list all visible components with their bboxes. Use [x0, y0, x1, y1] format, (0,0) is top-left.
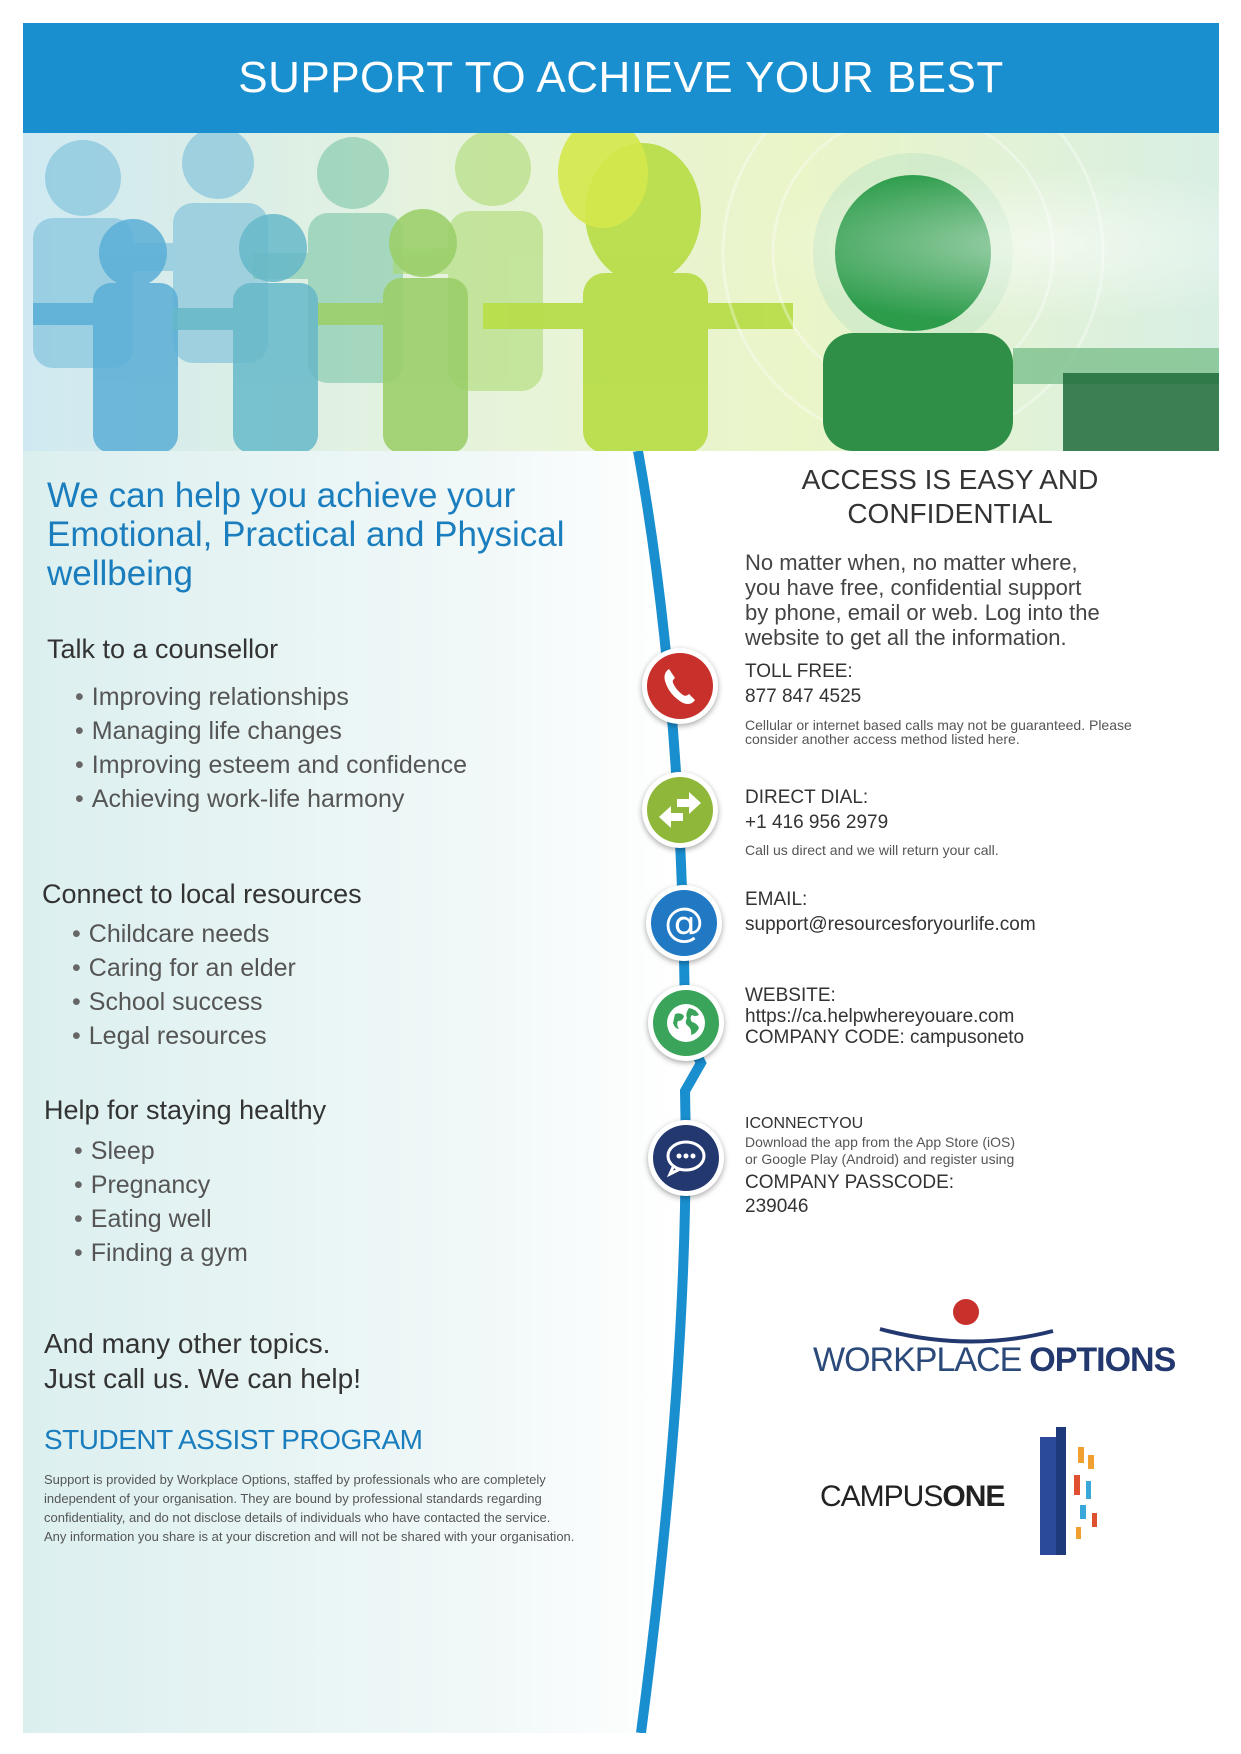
intro-line: you have free, confidential support [745, 575, 1082, 600]
header-banner [23, 23, 1219, 133]
app-description-line: Download the app from the App Store (iOS) [745, 1134, 1016, 1150]
section-title-local-resources: Connect to local resources [42, 879, 362, 909]
access-title-line: CONFIDENTIAL [847, 498, 1053, 529]
campusone-building-mark [1040, 1425, 1110, 1560]
email-icon-ring[interactable] [646, 885, 722, 961]
arrows-icon [647, 777, 713, 843]
direct-dial-note: Call us direct and we will return your call. [745, 842, 999, 858]
campusone-wordmark [820, 1480, 1004, 1514]
direct-dial-icon-ring[interactable] [642, 772, 718, 848]
website-label: WEBSITE: [745, 985, 836, 1006]
app-description-line: or Google Play (Android) and register using [745, 1151, 1015, 1167]
headline [47, 476, 647, 593]
counsellor-list [75, 680, 467, 816]
intro-text [745, 550, 1135, 650]
phone-icon [647, 653, 713, 719]
list-item: • Achieving work-life harmony [75, 782, 467, 816]
svg-text:@: @ [664, 900, 704, 946]
list-item: • Improving relationships [75, 680, 467, 714]
app-name: ICONNECTYOU [745, 1115, 864, 1132]
toll-free-number[interactable]: 877 847 4525 [745, 686, 862, 707]
access-title [760, 463, 1140, 531]
list-item: • Childcare needs [72, 917, 296, 951]
section-title-healthy: Help for staying healthy [44, 1095, 327, 1125]
globe-icon [653, 990, 719, 1056]
email-address[interactable]: support@resourcesforyourlife.com [745, 914, 1036, 935]
campusone-logo [820, 1425, 1120, 1565]
logo-word-options: OPTIONS [1029, 1341, 1176, 1379]
hero-image [23, 133, 1219, 451]
list-item: • School success [72, 985, 296, 1019]
at-icon [651, 890, 717, 956]
company-code: COMPANY CODE: campusoneto [745, 1027, 1025, 1048]
list-item: • Finding a gym [74, 1236, 248, 1270]
list-item: • Managing life changes [75, 714, 467, 748]
list-item: • Sleep [74, 1134, 248, 1168]
list-item: • Eating well [74, 1202, 248, 1236]
direct-dial-label: DIRECT DIAL: [745, 787, 869, 808]
app-description [745, 1134, 1015, 1168]
section-title-counsellor: Talk to a counsellor [47, 634, 279, 664]
disclaimer-line: independent of your organisation. They are bound by professional standards regarding [44, 1491, 542, 1506]
access-title-line: ACCESS IS EASY AND [801, 464, 1099, 495]
closing-line: And many other topics. [44, 1328, 331, 1359]
logo-word-campus: CAMPUS [820, 1480, 943, 1513]
healthy-list [74, 1134, 248, 1270]
intro-line: No matter when, no matter where, [745, 550, 1078, 575]
passcode-label: COMPANY PASSCODE: [745, 1172, 955, 1193]
email-label: EMAIL: [745, 889, 808, 910]
logo-word-workplace: WORKPLACE [813, 1341, 1022, 1379]
closing-text [44, 1326, 361, 1396]
program-title: STUDENT ASSIST PROGRAM [44, 1424, 423, 1455]
list-item: • Legal resources [72, 1019, 296, 1053]
logo-word-one: ONE [942, 1480, 1005, 1513]
toll-free-icon-ring[interactable] [642, 648, 718, 724]
workplace-options-logo [808, 1295, 1176, 1385]
website-url[interactable]: https://ca.helpwhereyouare.com [745, 1006, 1015, 1027]
chat-icon [653, 1125, 719, 1191]
toll-free-note-line: consider another access method listed here. [745, 731, 1020, 747]
direct-dial-number[interactable]: +1 416 956 2979 [745, 812, 889, 833]
app-icon-ring[interactable] [648, 1120, 724, 1196]
logo-swoosh [808, 1295, 1128, 1345]
paper-people-illustration [23, 133, 1219, 451]
logo-wordmark [813, 1341, 1175, 1380]
disclaimer-line: Support is provided by Workplace Options, staffed by professionals who are completely [44, 1472, 546, 1487]
intro-line: website to get all the information. [745, 625, 1067, 650]
list-item: • Improving esteem and confidence [75, 748, 467, 782]
list-item: • Pregnancy [74, 1168, 248, 1202]
disclaimer [44, 1470, 664, 1546]
toll-free-note-line: Cellular or internet based calls may not be guaranteed. Please [745, 717, 1132, 733]
disclaimer-line: confidentiality, and do not disclose details of individuals who have contacted the service. [44, 1510, 551, 1525]
disclaimer-line: Any information you share is at your discretion and will not be shared with your organisation. [44, 1529, 575, 1544]
passcode-value: 239046 [745, 1196, 809, 1217]
local-resources-list [72, 917, 296, 1053]
headline-line: Emotional, Practical and Physical [47, 515, 565, 554]
website-icon-ring[interactable] [648, 985, 724, 1061]
closing-line: Just call us. We can help! [44, 1363, 361, 1394]
list-item: • Caring for an elder [72, 951, 296, 985]
headline-line: We can help you achieve your [47, 476, 516, 515]
toll-free-label: TOLL FREE: [745, 661, 853, 682]
toll-free-note [745, 718, 1165, 746]
headline-line: wellbeing [47, 554, 193, 593]
page-title: SUPPORT TO ACHIEVE YOUR BEST [238, 53, 1004, 102]
intro-line: by phone, email or web. Log into the [745, 600, 1100, 625]
